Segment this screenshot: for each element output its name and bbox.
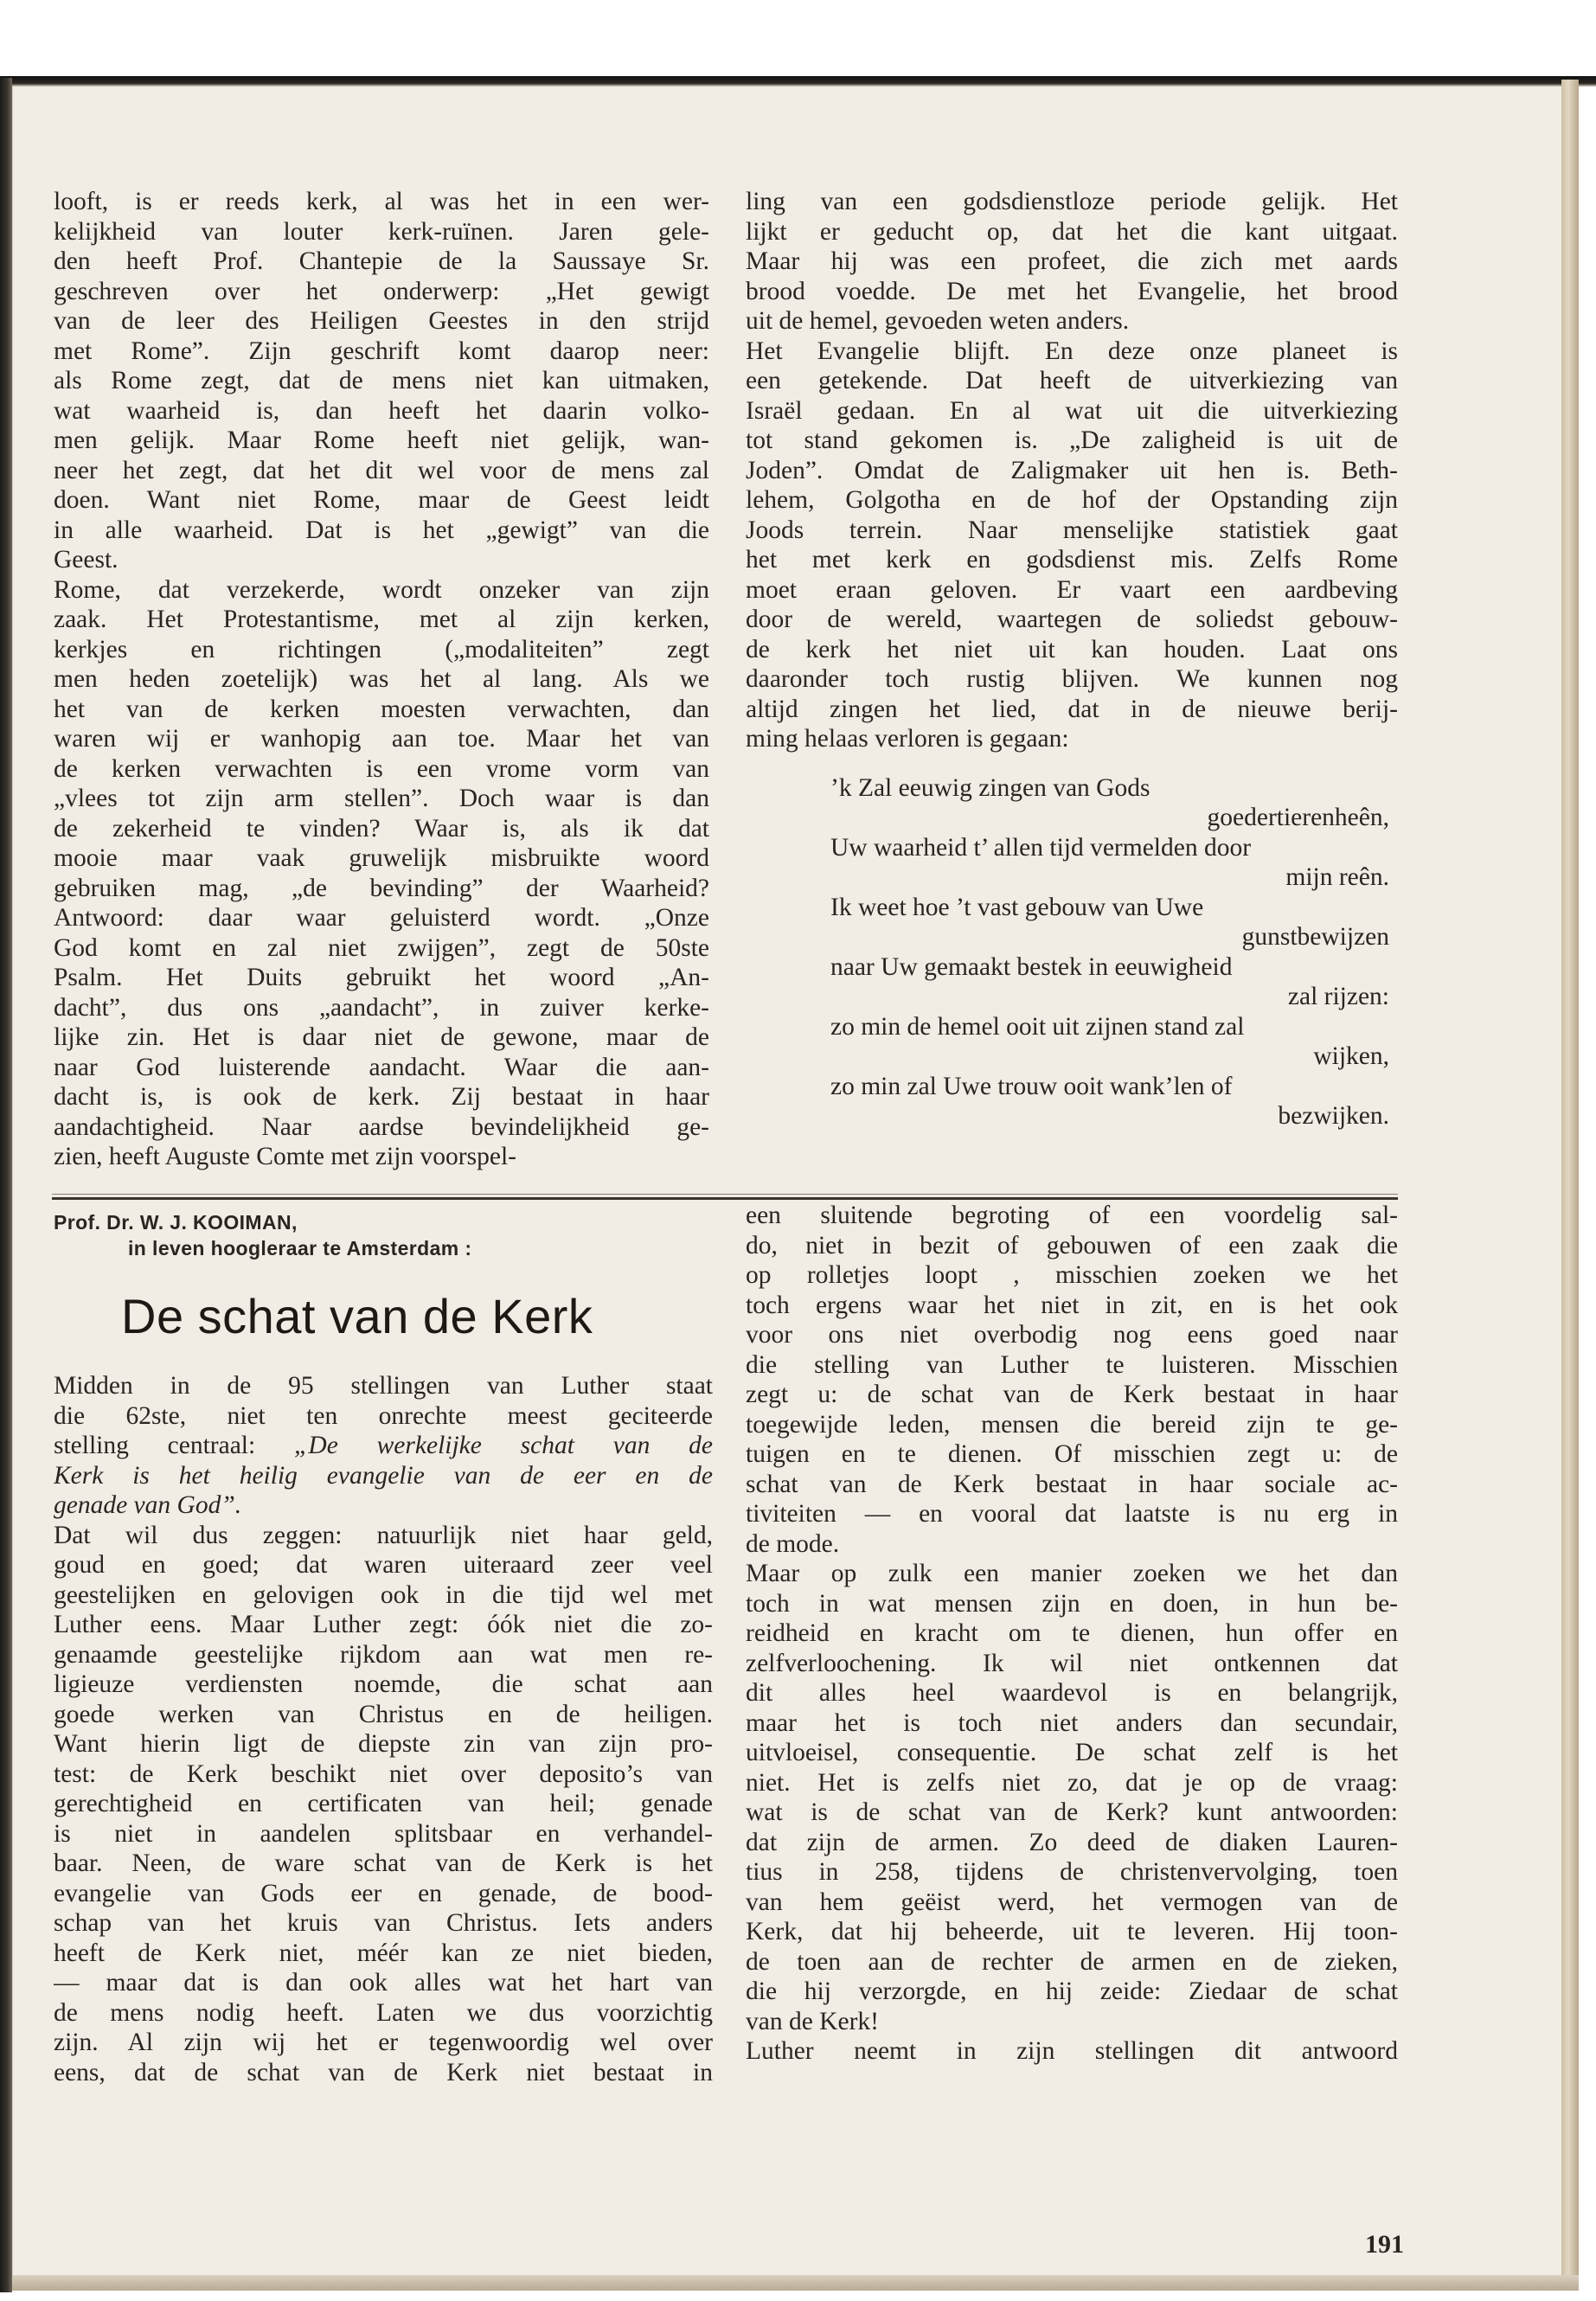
text-line: dit alles heel waardevol is en belangrijk, <box>746 1679 1398 1707</box>
top-right-column <box>746 187 1398 1131</box>
text-line: waren wij er wanhopig aan toe. Maar het van <box>54 725 709 753</box>
verse-line: naar Uw gemaakt bestek in eeuwigheid <box>830 952 1233 981</box>
article-title: De schat van de Kerk <box>121 1289 593 1343</box>
text-line: lijkt er geducht op, dat het die kant uitgaat. <box>746 217 1398 246</box>
verse-line: ’k Zal eeuwig zingen van Gods <box>830 773 1151 802</box>
text-line: ming helaas verloren is gegaan: <box>746 725 1069 753</box>
text-line: schat van de Kerk bestaat in haar sociale ac- <box>746 1470 1398 1498</box>
text-line: maar het is toch niet anders dan secundair, <box>746 1708 1398 1737</box>
text-line: zaak. Het Protestantisme, met al zijn kerken, <box>54 606 709 633</box>
article-left-intro <box>54 1371 713 1431</box>
text-line: zien, heeft Auguste Comte met zijn voorspel- <box>54 1143 516 1170</box>
text-line: van de Kerk! <box>746 2007 879 2035</box>
binding-left-edge <box>0 78 12 2292</box>
text-line: toegewijde leden, mensen die bereid zijn te ge- <box>746 1410 1398 1439</box>
text-line: met Rome”. Zijn geschrift komt daarop neer: <box>54 336 709 365</box>
text-line: Joods terrein. Naar menselijke statistiek gaat <box>746 516 1398 544</box>
text-line: zegt u: de schat van de Kerk bestaat in haar <box>746 1381 1398 1408</box>
verse-continuation: mijn reên. <box>1285 863 1389 891</box>
text-line: uitvloeisel, consequentie. De schat zelf is het <box>746 1739 1398 1766</box>
text-line: van de leer des Heiligen Geestes in den strijd <box>54 307 709 335</box>
verse-line: zo min zal Uwe trouw ooit wank’len of <box>830 1072 1233 1100</box>
verse-line: Ik weet hoe ’t vast gebouw van Uwe <box>830 893 1204 921</box>
text-line: ligieuze verdiensten noemde, die schat aan <box>54 1670 713 1698</box>
text-line: Joden”. Omdat de Zaligmaker uit hen is. Beth- <box>746 456 1398 484</box>
text-line: Rome, dat verzekerde, wordt onzeker van zijn <box>54 575 709 604</box>
text-line: — maar dat is dan ook alles wat het hart van <box>54 1969 713 1997</box>
text-line: looft, is er reeds kerk, al was het in een wer- <box>54 188 709 215</box>
text-line: dacht is, is ook de kerk. Zij bestaat in haar <box>54 1083 709 1111</box>
text-line: aandachtigheid. Naar aardse bevindelijkheid ge- <box>54 1112 709 1141</box>
text-line: de kerk het niet uit kan houden. Laat ons <box>746 635 1398 663</box>
text-line: den heeft Prof. Chantepie de la Saussaye Sr. <box>54 247 709 275</box>
article-left-body <box>54 1521 713 2088</box>
page-top-edge <box>0 76 1596 87</box>
text-line: Luther eens. Maar Luther zegt: óók niet die zo- <box>54 1611 713 1638</box>
text-line: brood voedde. De met het Evangelie, het brood <box>746 277 1398 305</box>
text-line: de zekerheid te vinden? Waar is, als ik dat <box>54 814 709 843</box>
text-line: Maar hij was een profeet, die zich met aards <box>746 247 1398 275</box>
text-line: die hij verzorgde, en hij zeide: Ziedaar de schat <box>746 1977 1398 2005</box>
text-line: heeft de Kerk niet, méér kan ze niet bieden, <box>54 1939 713 1967</box>
text-line: een sluitende begroting of een voordelig sal- <box>746 1202 1398 1229</box>
text-line: die 62ste, niet ten onrechte meest geciteerde <box>54 1401 713 1430</box>
verse-continuation: goedertierenheên, <box>1207 804 1389 831</box>
text-line: Het Evangelie blijft. En deze onze planeet is <box>746 336 1398 365</box>
verse-continuation: bezwijken. <box>1278 1102 1389 1130</box>
text-line: moet eraan geloven. Er vaart een aardbeving <box>746 575 1398 604</box>
text-line: Israël gedaan. En al wat uit die uitverkiezing <box>746 396 1398 425</box>
text-line: de mode. <box>746 1529 840 1558</box>
quote-text: genade van God”. <box>54 1491 242 1519</box>
top-right-text <box>746 187 1398 754</box>
text-line: lehem, Golgotha en de hof der Opstanding zijn <box>746 486 1398 514</box>
article-right-column <box>746 1201 1398 2067</box>
text-line: wat waarheid is, dan heeft het daarin volko- <box>54 396 709 425</box>
text-line: Maar op zulk een manier zoeken we het dan <box>746 1560 1398 1587</box>
author-role: in leven hoogleraar te Amsterdam : <box>128 1237 472 1259</box>
text-line: Want hierin ligt de diepste zin van zijn pro- <box>54 1730 713 1758</box>
text-line: Luther neemt in zijn stellingen dit antwoord <box>746 2037 1398 2065</box>
quote-lead-in: stelling centraal: <box>54 1432 295 1459</box>
text-line: eens, dat de schat van de Kerk niet bestaat in <box>54 2058 713 2086</box>
text-line: Kerk, dat hij beheerde, uit te leveren. Hij toon- <box>746 1918 1398 1945</box>
text-line: Midden in de 95 stellingen van Luther staat <box>54 1372 713 1400</box>
text-line: tuigen en te dienen. Of misschien zegt u: de <box>746 1440 1398 1468</box>
page-right-edge <box>1561 80 1579 2291</box>
verse-continuation: gunstbewijzen <box>1241 923 1389 951</box>
text-line: Dat wil dus zeggen: natuurlijk niet haar geld, <box>54 1521 713 1549</box>
text-line: schap van het kruis van Christus. Iets anders <box>54 1909 713 1937</box>
text-line: het met kerk en godsdienst mis. Zelfs Rome <box>746 546 1398 574</box>
text-line: zelfverloochening. Ik wil niet ontkennen dat <box>746 1649 1398 1677</box>
author-name: Prof. Dr. W. J. KOOIMAN, <box>54 1211 298 1234</box>
text-line: baar. Neen, de ware schat van de Kerk is het <box>54 1849 713 1877</box>
text-line: toch ergens waar het niet in zit, en is het ook <box>746 1291 1398 1319</box>
text-line: test: de Kerk beschikt niet over deposito’s van <box>54 1759 713 1788</box>
quote-text: Kerk is het heilig evangelie van de eer en de <box>54 1461 713 1490</box>
text-line: altijd zingen het lied, dat in de nieuwe berij- <box>746 695 1398 723</box>
top-left-column <box>54 187 709 1172</box>
text-line: genaamde geestelijke rijkdom aan wat men re- <box>54 1640 713 1669</box>
text-line: toch in wat mensen zijn en doen, in hun be- <box>746 1589 1398 1618</box>
text-line: kelijkheid van louter kerk-ruïnen. Jaren gele- <box>54 217 709 246</box>
text-line: die stelling van Luther te luisteren. Misschien <box>746 1350 1398 1379</box>
text-line: Antwoord: daar waar geluisterd wordt. „Onze <box>54 904 709 932</box>
text-line: daaronder toch rustig blijven. We kunnen nog <box>746 665 1398 693</box>
text-line: lijke zin. Het is daar niet de gewone, maar de <box>54 1023 709 1051</box>
verse-continuation: wijken, <box>1313 1042 1389 1070</box>
text-line: men heden zoetelijk) was het al lang. Als we <box>54 665 709 693</box>
text-line: neer het zegt, dat het dit wel voor de mens zal <box>54 456 709 484</box>
text-line: uit de hemel, gevoeden weten anders. <box>746 307 1130 335</box>
section-divider <box>52 1197 1398 1200</box>
text-line: kerkjes en richtingen („modaliteiten” zegt <box>54 635 709 663</box>
text-line: een getekende. Dat heeft de uitverkiezing van <box>746 367 1398 394</box>
text-line: Geest. <box>54 546 119 574</box>
text-line: voor ons niet overbodig nog eens goed naar <box>746 1321 1398 1349</box>
text-line: het van de kerken moesten verwachten, dan <box>54 695 709 723</box>
text-line: Psalm. Het Duits gebruikt het woord „An- <box>54 964 709 991</box>
text-line: wat is de schat van de Kerk? kunt antwoorden: <box>746 1798 1398 1826</box>
text-line: ling van een godsdienstloze periode gelijk. Het <box>746 188 1398 215</box>
text-line: naar God luisterende aandacht. Waar die aan- <box>54 1053 709 1081</box>
text-line: goede werken van Christus en de heiligen. <box>54 1700 713 1728</box>
text-line: is niet in aandelen splitsbaar en verhandel- <box>54 1819 713 1848</box>
text-line: geestelijken en gelovigen ook in die tijd wel met <box>54 1580 713 1609</box>
text-line: mooie maar vaak gruwelijk misbruikte woord <box>54 844 709 872</box>
text-line: dacht”, dus ons „aandacht”, in zuiver kerke- <box>54 993 709 1022</box>
text-line: „vlees tot zijn arm stellen”. Doch waar is dan <box>54 785 709 812</box>
text-line <box>54 1431 713 1461</box>
text-line: de kerken verwachten is een vrome vorm van <box>54 754 709 783</box>
text-line: dat zijn de armen. Zo deed de diaken Lauren- <box>746 1828 1398 1856</box>
text-line: doen. Want niet Rome, maar de Geest leidt <box>54 486 709 514</box>
page-bottom-edge <box>12 2275 1579 2291</box>
text-line: door de wereld, waartegen de soliedst gebouw- <box>746 606 1398 633</box>
text-line: goud en goed; dat waren uiteraard zeer veel <box>54 1551 713 1579</box>
text-line: de toen aan de rechter de armen en de zieken, <box>746 1947 1398 1976</box>
text-line: gebruiken mag, „de bevinding” der Waarheid? <box>54 874 709 902</box>
verse-line: zo min de hemel ooit uit zijnen stand zal <box>830 1012 1245 1041</box>
text-line: gerechtigheid en certificaten van heil; genade <box>54 1790 713 1817</box>
article-byline <box>54 1209 713 1261</box>
verse-line: Uw waarheid t’ allen tijd vermelden door <box>830 833 1252 862</box>
text-line: do, niet in bezit of gebouwen of een zaak die <box>746 1231 1398 1259</box>
verse-continuation: zal rijzen: <box>1287 983 1389 1010</box>
text-line: tot stand gekomen is. „De zaligheid is uit de <box>746 426 1398 454</box>
text-line: geschreven over het onderwerp: „Het gewigt <box>54 277 709 305</box>
text-line: tiviteiten — en vooral dat laatste is nu erg in <box>746 1500 1398 1528</box>
text-line: God komt en zal niet zwijgen”, zegt de 50ste <box>54 933 709 962</box>
text-line: in alle waarheid. Dat is het „gewigt” van die <box>54 516 709 544</box>
text-line: van hem geëist werd, het vermogen van de <box>746 1888 1398 1916</box>
text-line: reidheid en kracht om te dienen, hun offer en <box>746 1619 1398 1647</box>
page-number: 191 <box>1365 2230 1404 2259</box>
psalm-verse <box>746 773 1398 1131</box>
text-line: men gelijk. Maar Rome heeft niet gelijk, wan- <box>54 426 709 454</box>
quote-text: „De werkelijke schat van de <box>294 1432 713 1459</box>
text-line: zijn. Al zijn wij het er tegenwoordig wel over <box>54 2029 713 2056</box>
text-line: evangelie van Gods eer en genade, de bood- <box>54 1879 713 1907</box>
text-line: op rolletjes loopt , misschien zoeken we het <box>746 1261 1398 1289</box>
text-line: tius in 258, tijdens de christenvervolging, toen <box>746 1858 1398 1886</box>
section-divider-thin <box>52 1194 1398 1195</box>
text-line: als Rome zegt, dat de mens niet kan uitmaken, <box>54 367 709 394</box>
text-line: de mens nodig heeft. Laten we dus voorzichtig <box>54 1998 713 2027</box>
text-line: niet. Het is zelfs niet zo, dat je op de vraag: <box>746 1768 1398 1797</box>
article-left-column <box>54 1371 713 2087</box>
